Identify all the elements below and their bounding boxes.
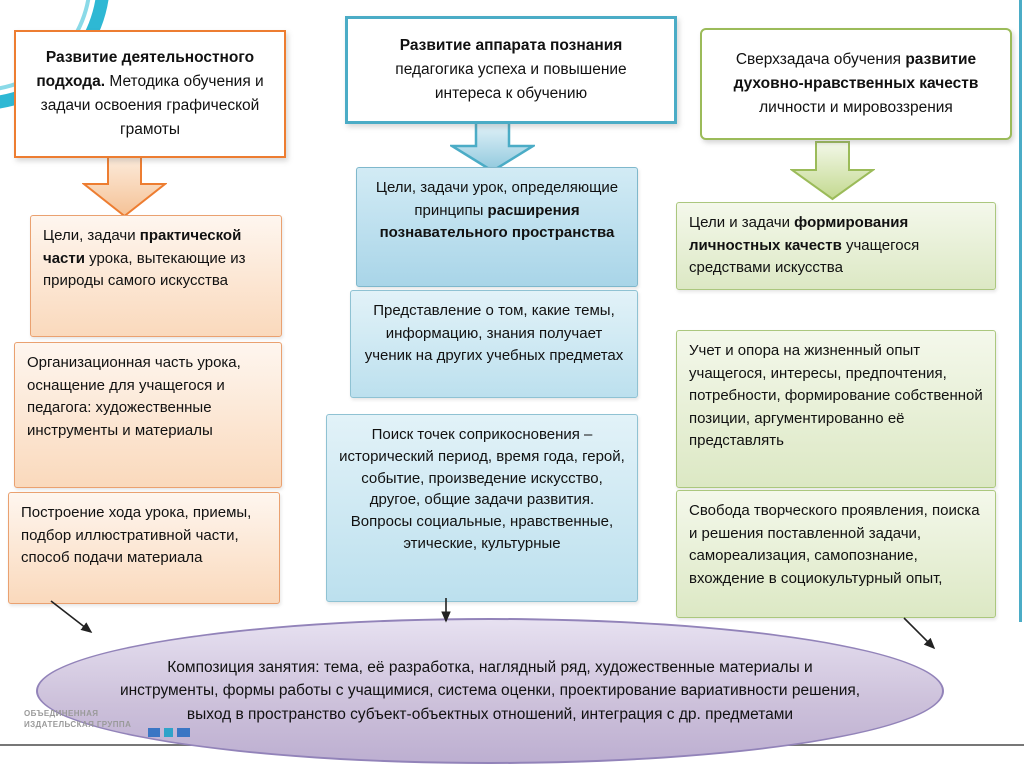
header-box-cognition-apparatus <box>345 16 677 124</box>
down-block-arrow-green-icon <box>790 141 875 201</box>
box-creative-freedom: Свобода творческого проявления, поиска и решения поставленной задачи, самореализация, самопознание, вхождение в социокультурный опыт, <box>676 490 996 618</box>
connector-arrow-left-icon <box>46 596 106 646</box>
box-contact-points: Поиск точек соприкосновения – исторический период, время года, герой, событие, произведение искусство, другое, общие задачи развития. Вопросы социальные, нравственные, этические, культурные <box>326 414 638 602</box>
connector-arrow-middle-icon <box>436 596 456 630</box>
header-text-cognition-apparatus: Развитие аппарата познания педагогика успеха и повышение интереса к обучению <box>395 36 627 102</box>
header-box-activity-approach <box>14 30 286 158</box>
box-lesson-structure: Построение хода урока, приемы, подбор иллюстративной части, способ подачи материала <box>8 492 280 604</box>
box-organizational-part: Организационная часть урока, оснащение для учащегося и педагога: художественные инструменты и материалы <box>14 342 282 488</box>
connector-arrow-right-icon <box>896 612 948 660</box>
publisher-logo-partial <box>148 728 194 746</box>
box-practical-goals: Цели, задачи практической части урока, вытекающие из природы самого искусства <box>30 215 282 337</box>
publisher-text <box>24 709 131 731</box>
box-personal-qualities-goals: Цели и задачи формирования личностных качеств учащегося средствами искусства <box>676 202 996 290</box>
box-life-experience: Учет и опора на жизненный опыт учащегося, интересы, предпочтения, потребности, формирование собственной позиции, аргументированно её представлять <box>676 330 996 488</box>
summary-ellipse-text: Композиция занятия: тема, её разработка, наглядный ряд, художественные материалы и инструменты, формы работы с учащимися, система оценки, проектирование вариативности решения, выход в пространство субъект-объектных отношений, интеграция с др. предметами <box>119 659 861 723</box>
publisher-line2: ИЗДАТЕЛЬСКАЯ ГРУППА <box>24 719 132 729</box>
right-edge-accent-line <box>1019 0 1022 622</box>
down-block-arrow-orange-icon <box>82 150 167 218</box>
header-text-activity-approach: Развитие деятельностного подхода. Методика обучения и задачи освоения графической грамоты <box>36 48 264 139</box>
header-box-personal-qualities <box>700 28 1012 140</box>
down-block-arrow-teal-icon <box>450 121 535 173</box>
box-other-subjects-knowledge: Представление о том, какие темы, информацию, знания получает ученик на других учебных предметах <box>350 290 638 398</box>
publisher-line1: ОБЪЕДИНЕННАЯ <box>24 709 99 718</box>
header-text-personal-qualities: Сверхзадача обучения развитие духовно-нравственных качеств личности и мировоззрения <box>733 50 979 116</box>
box-cognitive-space-goals: Цели, задачи урок, определяющие принципы расширения познавательного пространства <box>356 167 638 287</box>
